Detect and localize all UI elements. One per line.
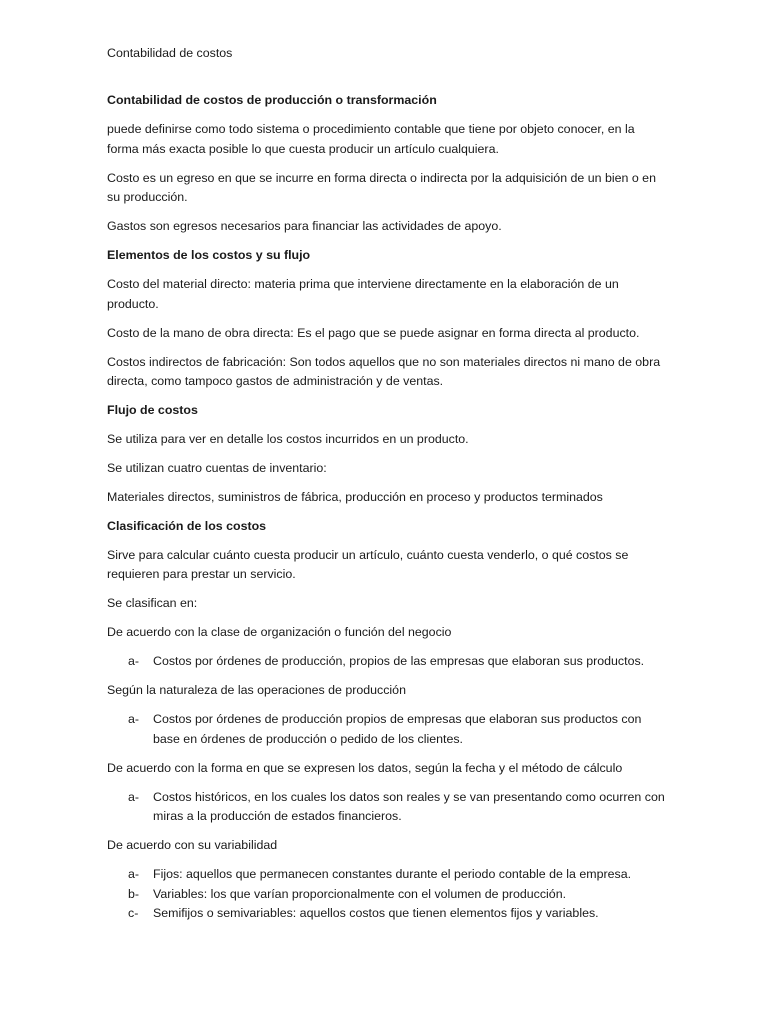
- list-item-text: Variables: los que varían proporcionalmente con el volumen de producción.: [153, 886, 567, 901]
- list-marker: b-: [128, 886, 140, 901]
- list-item: [107, 865, 667, 884]
- list-by-data-form: [107, 788, 667, 827]
- list-item-text: Semifijos o semivariables: aquellos costos que tienen elementos fijos y variables.: [153, 906, 599, 921]
- paragraph-classified-in: Se clasifican en:: [107, 596, 198, 611]
- list-marker: c-: [128, 906, 139, 921]
- paragraph-by-operations: Según la naturaleza de las operaciones de producción: [107, 683, 406, 698]
- list-marker: a-: [128, 867, 140, 882]
- list-item: [107, 652, 667, 671]
- paragraph-by-variability: De acuerdo con su variabilidad: [107, 838, 278, 853]
- paragraph-definition: puede definirse como todo sistema o procedimiento contable que tiene por objeto conocer, en la forma más exacta posible lo que cuesta producir un artículo cualquiera.: [107, 122, 635, 156]
- list-marker: a-: [128, 789, 140, 804]
- list-by-operations: [107, 710, 667, 749]
- paragraph-direct-material: Costo del material directo: materia prima que interviene directamente en la elaboración de un producto.: [107, 277, 619, 311]
- paragraph-inventory-accounts: Se utilizan cuatro cuentas de inventario:: [107, 461, 327, 476]
- paragraph-cost-definition: Costo es un egreso en que se incurre en forma directa o indirecta por la adquisición de un bien o en su producción.: [107, 170, 656, 205]
- paragraph-indirect-costs: Costos indirectos de fabricación: Son todos aquellos que no son materiales directos ni mano de obra directa, como tampoco gastos de administración y de ventas.: [107, 354, 661, 389]
- paragraph-by-organization: De acuerdo con la clase de organización o función del negocio: [107, 625, 452, 640]
- paragraph-cost-flow-usage: Se utiliza para ver en detalle los costos incurridos en un producto.: [107, 432, 469, 447]
- list-item: [107, 710, 667, 749]
- list-item: [107, 904, 667, 923]
- paragraph-classification-purpose: Sirve para calcular cuánto cuesta producir un artículo, cuánto cuesta venderlo, o qué costos se requieren para prestar un servicio.: [107, 548, 629, 582]
- paragraph-inventory-list: Materiales directos, suministros de fábrica, producción en proceso y productos terminados: [107, 490, 603, 505]
- section-heading-cost-elements: Elementos de los costos y su flujo: [107, 248, 311, 263]
- paragraph-direct-labor: Costo de la mano de obra directa: Es el pago que se puede asignar en forma directa al producto.: [107, 325, 640, 340]
- document-page: [107, 44, 667, 933]
- list-item-text: Fijos: aquellos que permanecen constantes durante el periodo contable de la empresa.: [153, 867, 632, 882]
- list-item: [107, 788, 667, 827]
- list-item-text: Costos por órdenes de producción propios de empresas que elaboran sus productos con base en órdenes de producción o pedido de los clientes.: [153, 712, 642, 746]
- list-by-organization: [107, 652, 667, 671]
- section-heading-cost-flow: Flujo de costos: [107, 403, 198, 418]
- list-item-text: Costos por órdenes de producción, propios de las empresas que elaboran sus productos.: [153, 654, 645, 669]
- list-marker: a-: [128, 712, 140, 727]
- paragraph-expenses-definition: Gastos son egresos necesarios para financiar las actividades de apoyo.: [107, 219, 502, 234]
- document-title: Contabilidad de costos: [107, 46, 233, 60]
- paragraph-by-data-form: De acuerdo con la forma en que se expresen los datos, según la fecha y el método de cálculo: [107, 760, 623, 775]
- list-by-variability: [107, 865, 667, 923]
- list-marker: a-: [128, 654, 140, 669]
- list-item-text: Costos históricos, en los cuales los datos son reales y se van presentando como ocurren con miras a la producción de estados financieros.: [153, 789, 665, 824]
- list-item: [107, 885, 667, 904]
- section-heading-production-costs: Contabilidad de costos de producción o transformación: [107, 93, 437, 108]
- section-heading-cost-classification: Clasificación de los costos: [107, 519, 267, 534]
